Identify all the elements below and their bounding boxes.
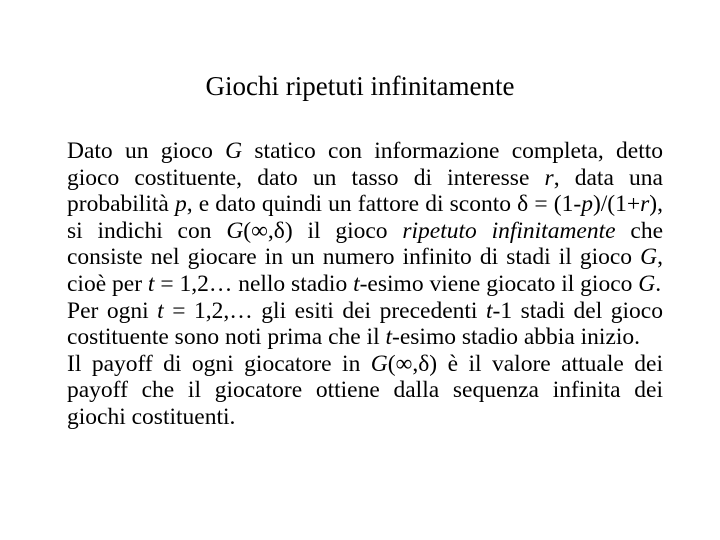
text-run: statico con informazione completa, detto gioco costituente, dato un tasso di interesse xyxy=(67,138,664,191)
text-run: Dato un gioco xyxy=(67,138,226,164)
text-run: . xyxy=(655,270,662,297)
text-run: t xyxy=(147,270,155,297)
text-run: -1 stadi del gioco costituente sono noti prima che il xyxy=(67,297,663,351)
text-run: )/(1+ xyxy=(592,191,641,218)
text-run: t xyxy=(385,324,393,351)
text-run: , cioè per xyxy=(67,244,663,297)
slide-body xyxy=(67,138,663,431)
text-run: G xyxy=(638,270,656,297)
text-run: (∞,δ) il gioco xyxy=(243,217,403,244)
slide-title: Giochi ripetuti infinitamente xyxy=(205,71,515,101)
text-run: , data una probabilità xyxy=(67,164,663,218)
text-run: -esimo stadio abbia inizio. xyxy=(392,324,641,351)
text-run: , e dato quindi un fattore di sconto δ = (1- xyxy=(186,191,582,218)
text-run: G xyxy=(370,350,388,377)
text-run: (∞,δ) è il valore attuale dei payoff che il giocatore ottiene dalla sequenza infinita dei giochi costituenti. xyxy=(67,350,663,430)
text-run: ), si indichi con xyxy=(67,191,663,244)
text-run: r xyxy=(544,164,554,191)
text-run: t xyxy=(157,297,164,324)
body-paragraph-3 xyxy=(67,351,663,431)
text-run: p xyxy=(581,191,593,218)
text-run: Il payoff di ogni giocatore in xyxy=(67,350,371,377)
text-run: ripetuto infinitamente xyxy=(402,217,616,244)
text-run: t xyxy=(485,297,493,324)
text-run: = 1,2,… gli esiti dei precedenti xyxy=(163,297,486,324)
text-run: Per ogni xyxy=(67,297,158,324)
text-run: G xyxy=(226,217,244,244)
text-run: r xyxy=(640,191,650,218)
text-run: -esimo viene giocato il gioco xyxy=(359,270,639,297)
text-run: p xyxy=(174,191,187,218)
text-run: t xyxy=(353,270,360,297)
body-paragraph-2 xyxy=(67,298,663,351)
body-paragraph-1 xyxy=(67,138,663,298)
text-run: G xyxy=(640,244,658,271)
text-run: = 1,2… nello stadio xyxy=(154,270,354,297)
text-run: G xyxy=(225,138,243,164)
text-run: che consiste nel giocare in un numero infinito di stadi il gioco xyxy=(67,217,663,271)
